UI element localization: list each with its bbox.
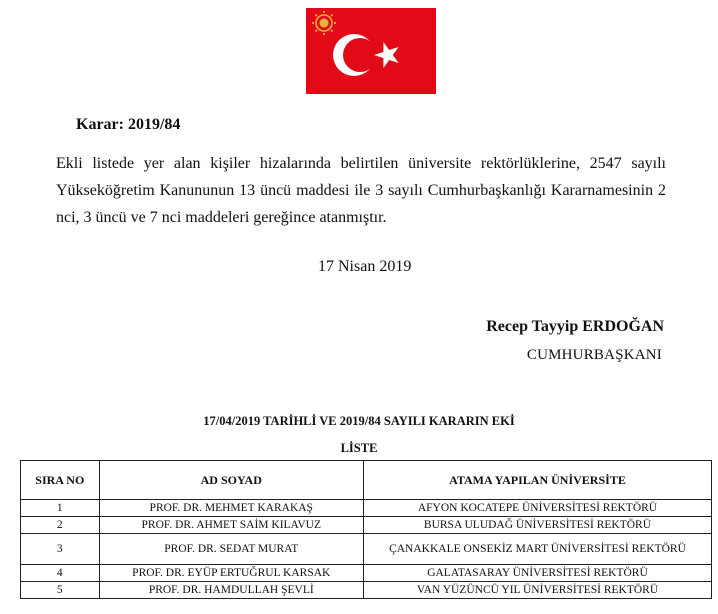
table-header-row xyxy=(21,461,712,500)
decision-date: 17 Nisan 2019 xyxy=(318,258,412,275)
row-number: 2 xyxy=(21,517,100,534)
header-sira-no: SIRA NO xyxy=(21,461,100,500)
table-row xyxy=(21,517,712,534)
decision-body-text: Ekli listede yer alan kişiler hizalarında belirtilen üniversite rektörlüklerine, 2547 sayılı Yükseköğretim Kanununun 13 üncü maddesi ile 3 sayılı Cumhurbaşkanlığı Kararnamesinin 2 nci, 3 üncü ve 7 nci maddeleri gereğince atanmıştır. xyxy=(56,155,666,226)
appointments-table xyxy=(20,460,712,599)
header-universite: ATAMA YAPILAN ÜNİVERSİTE xyxy=(363,461,711,500)
row-name: PROF. DR. EYÜP ERTUĞRUL KARSAK xyxy=(99,565,363,582)
row-university: GALATASARAY ÜNİVERSİTESİ REKTÖRÜ xyxy=(363,565,711,582)
table-row xyxy=(21,500,712,517)
annex-title: 17/04/2019 TARİHLİ VE 2019/84 SAYILI KARARIN EKİ xyxy=(203,414,515,428)
header-ad-soyad: AD SOYAD xyxy=(99,461,363,500)
table-row xyxy=(21,565,712,582)
list-title: LİSTE xyxy=(340,441,378,455)
row-name: PROF. DR. SEDAT MURAT xyxy=(99,534,363,565)
decision-number: Karar: 2019/84 xyxy=(76,116,181,133)
flag-crescent-star-icon xyxy=(306,8,436,94)
row-university: ÇANAKKALE ONSEKİZ MART ÜNİVERSİTESİ REKTÖRÜ xyxy=(363,534,711,565)
presidential-seal-icon xyxy=(312,11,336,35)
row-name: PROF. DR. AHMET SAİM KILAVUZ xyxy=(99,517,363,534)
row-university: AFYON KOCATEPE ÜNİVERSİTESİ REKTÖRÜ xyxy=(363,500,711,517)
table-row xyxy=(21,582,712,599)
table-row xyxy=(21,534,712,565)
signatory-name: Recep Tayyip ERDOĞAN xyxy=(486,318,664,335)
row-number: 3 xyxy=(21,534,100,565)
row-name: PROF. DR. HAMDULLAH ŞEVLİ xyxy=(99,582,363,599)
turkish-flag-image xyxy=(306,8,436,94)
row-university: BURSA ULUDAĞ ÜNİVERSİTESİ REKTÖRÜ xyxy=(363,517,711,534)
signatory-title: CUMHURBAŞKANI xyxy=(526,347,662,363)
row-name: PROF. DR. MEHMET KARAKAŞ xyxy=(99,500,363,517)
row-number: 5 xyxy=(21,582,100,599)
row-number: 4 xyxy=(21,565,100,582)
row-number: 1 xyxy=(21,500,100,517)
row-university: VAN YÜZÜNCÜ YIL ÜNİVERSİTESİ REKTÖRÜ xyxy=(363,582,711,599)
